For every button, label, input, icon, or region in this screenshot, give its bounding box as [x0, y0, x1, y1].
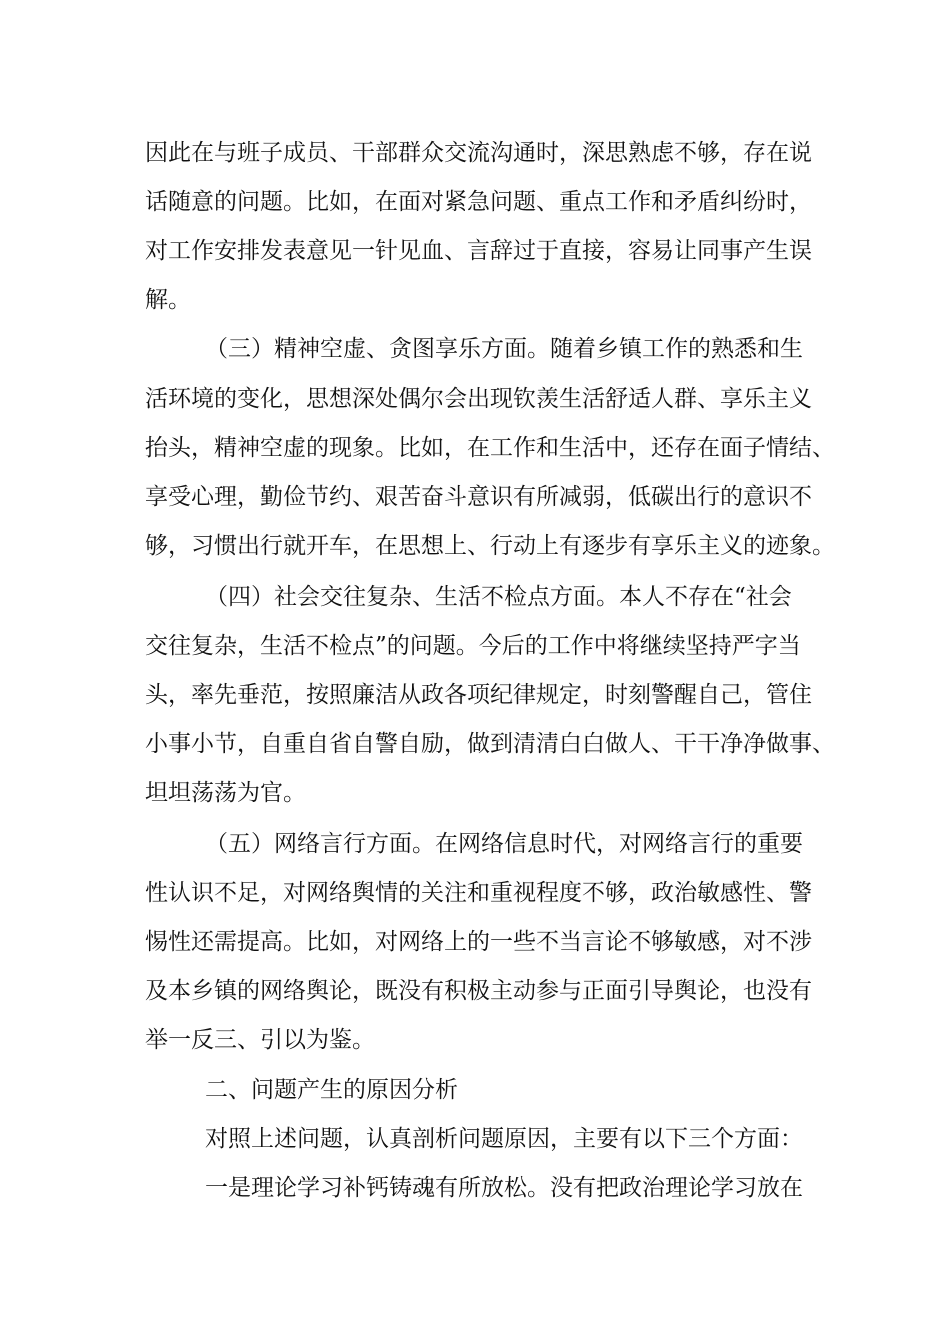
text-line: 享受心理，勤俭节约、艰苦奋斗意识有所减弱，低碳出行的意识不 — [145, 484, 812, 510]
text-line: 抬头，精神空虚的现象。比如，在工作和生活中，还存在面子情结、 — [145, 435, 835, 461]
text-line: 够，习惯出行就开车，在思想上、行动上有逐步有享乐主义的迹象。 — [145, 533, 835, 559]
text-line: 活环境的变化，思想深处偶尔会出现钦羡生活舒适人群、享乐主义 — [145, 386, 812, 412]
text-line: 一是理论学习补钙铸魂有所放松。没有把政治理论学习放在 — [205, 1175, 803, 1201]
text-line: 交往复杂，生活不检点”的问题。今后的工作中将继续坚持严字当 — [145, 633, 801, 659]
section-heading-3: （三）精神空虚、贪图享乐方面。随着乡镇工作的熟悉和生 — [205, 336, 803, 362]
chapter-heading: 二、问题产生的原因分析 — [205, 1077, 458, 1103]
text-line: 坦坦荡荡为官。 — [145, 780, 306, 806]
section-heading-4: （四）社会交往复杂、生活不检点方面。本人不存在“社会 — [205, 584, 792, 610]
text-line: 惕性还需提高。比如，对网络上的一些不当言论不够敏感，对不涉 — [145, 929, 812, 955]
text-line: 解。 — [145, 287, 191, 313]
text-line: 对照上述问题，认真剖析问题原因，主要有以下三个方面： — [205, 1126, 803, 1152]
text-line: 对工作安排发表意见一针见血、言辞过于直接，容易让同事产生误 — [145, 238, 812, 264]
text-line: 头，率先垂范，按照廉洁从政各项纪律规定，时刻警醒自己，管住 — [145, 682, 812, 708]
text-line: 举一反三、引以为鉴。 — [145, 1027, 375, 1053]
text-line: 因此在与班子成员、干部群众交流沟通时，深思熟虑不够，存在说 — [145, 140, 812, 166]
section-heading-5: （五）网络言行方面。在网络信息时代，对网络言行的重要 — [205, 831, 803, 857]
text-line: 小事小节，自重自省自警自励，做到清清白白做人、干干净净做事、 — [145, 731, 835, 757]
text-line: 性认识不足，对网络舆情的关注和重视程度不够，政治敏感性、警 — [145, 880, 812, 906]
text-line: 及本乡镇的网络舆论，既没有积极主动参与正面引导舆论，也没有 — [145, 978, 812, 1004]
text-line: 话随意的问题。比如，在面对紧急问题、重点工作和矛盾纠纷时， — [145, 189, 812, 215]
